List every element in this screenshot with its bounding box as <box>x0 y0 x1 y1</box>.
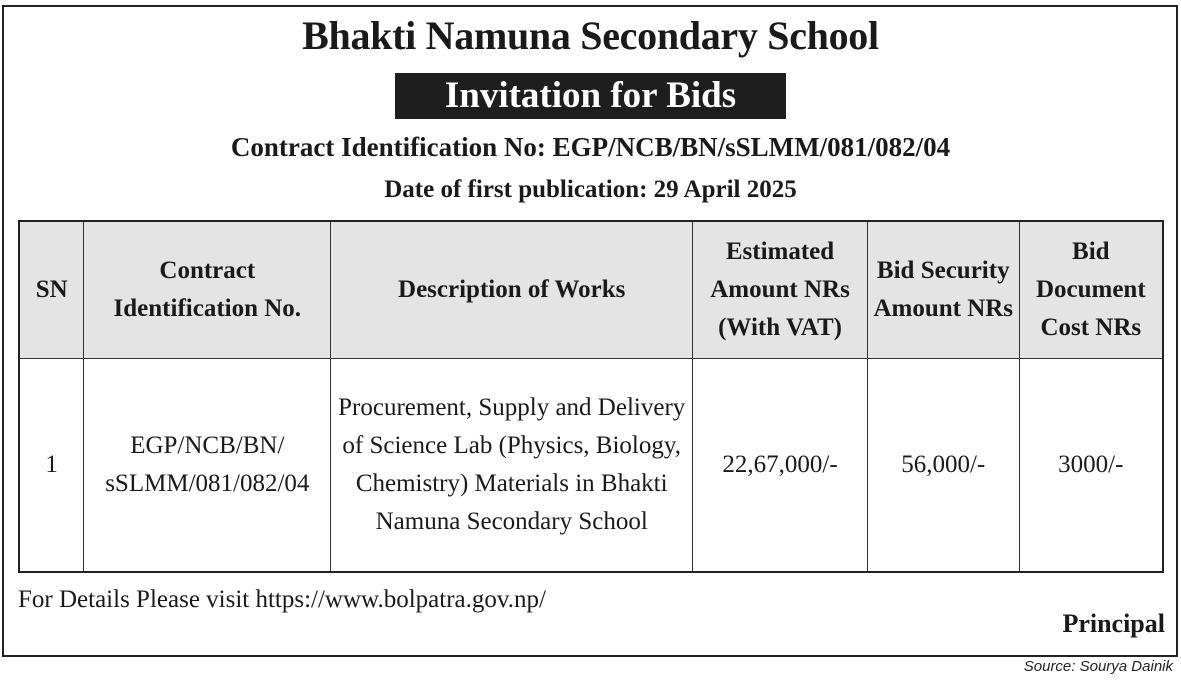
column-header: Bid Document Cost NRs <box>1019 221 1163 359</box>
details-link-text: For Details Please visit https://www.bolpatra.gov.np/ <box>18 586 546 613</box>
column-header: Estimated Amount NRs (With VAT) <box>693 221 868 359</box>
cell-bid-security: 56,000/- <box>867 359 1019 573</box>
cell-document-cost: 3000/- <box>1019 359 1163 573</box>
cell-sn: 1 <box>19 359 84 573</box>
column-header: Bid Security Amount NRs <box>867 221 1019 359</box>
cell-description: Procurement, Supply and Delivery of Science Lab (Physics, Biology, Chemistry) Materials in Bhakti Namuna Secondary School <box>331 359 693 573</box>
column-header: SN <box>19 221 84 359</box>
publication-date: Date of first publication: 29 April 2025 <box>384 176 797 203</box>
school-name: Bhakti Namuna Secondary School <box>302 13 879 58</box>
notice-title-banner: Invitation for Bids <box>395 73 786 119</box>
cell-contract-id: EGP/NCB/BN/ sSLMM/081/082/04 <box>84 359 331 573</box>
contract-id-line: Contract Identification No: EGP/NCB/BN/sSLMM/081/082/04 <box>230 132 951 162</box>
signatory: Principal <box>1062 609 1165 638</box>
table-row <box>19 359 1163 573</box>
bid-table <box>18 220 1164 573</box>
source-credit: Source: Sourya Dainik <box>1023 658 1173 675</box>
column-header: Contract Identification No. <box>84 221 331 359</box>
column-header: Description of Works <box>331 221 693 359</box>
table-header-row <box>19 221 1163 359</box>
cell-estimated-amount: 22,67,000/- <box>693 359 868 573</box>
